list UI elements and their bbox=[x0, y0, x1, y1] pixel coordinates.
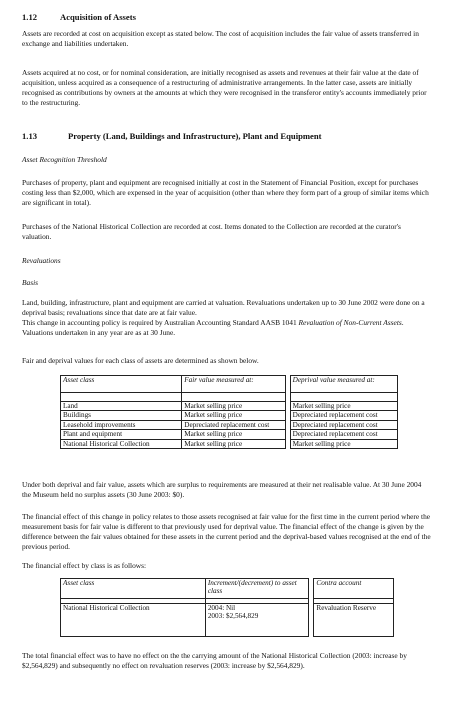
table-cell: Leasehold improvements bbox=[61, 420, 182, 429]
column-header: Increment/(decrement) to asset class bbox=[205, 579, 309, 599]
table-spacer-row bbox=[61, 393, 398, 402]
paragraph: Purchases of property, plant and equipment are recognised initially at cost in the Statement of Financial Position, except for purchases costing less than $2,000, which are expensed in the year of acquisition (other than where they form part of a group of similar items which are significant in total). bbox=[22, 178, 429, 207]
table-row bbox=[61, 439, 398, 448]
table-row bbox=[61, 411, 398, 420]
table-cell: National Historical Collection bbox=[61, 604, 206, 637]
table-cell: Depreciated replacement cost bbox=[182, 420, 285, 429]
section-title: Property (Land, Buildings and Infrastructure), Plant and Equipment bbox=[68, 131, 322, 141]
table-cell: Market selling price bbox=[290, 402, 397, 411]
table-cell: Market selling price bbox=[290, 439, 397, 448]
subheading: Basis bbox=[22, 278, 39, 287]
paragraph: Purchases of the National Historical Collection are recorded at cost. Items donated to the Collection are recorded at the curator's valuation. bbox=[22, 222, 401, 241]
section-number: 1.13 bbox=[22, 131, 38, 141]
table-cell: National Historical Collection bbox=[61, 439, 182, 448]
text-run: This change in accounting policy is required by Australian Accounting Standard AASB 1041 bbox=[22, 318, 299, 327]
section-title: Acquisition of Assets bbox=[60, 12, 136, 22]
table-cell: Depreciated replacement cost bbox=[290, 411, 397, 420]
table-cell: Buildings bbox=[61, 411, 182, 420]
table-row bbox=[61, 420, 398, 429]
paragraph: Land, building, infrastructure, plant and equipment are carried at valuation. Revaluations undertaken up to 30 June 2002 were done on a deprival basis; revaluations since that date are at fair value. bbox=[22, 298, 425, 317]
table-cell: Market selling price bbox=[182, 402, 285, 411]
table-row bbox=[61, 604, 394, 637]
cell-line: 2004: Nil bbox=[207, 604, 236, 612]
table-cell bbox=[205, 604, 309, 637]
column-header: Fair value measured at: bbox=[182, 376, 285, 393]
table-cell: Depreciated replacement cost bbox=[290, 420, 397, 429]
paragraph: Assets acquired at no cost, or for nominal consideration, are initially recognised as assets and revenues at their fair value at the date of acquisition, unless acquired as a consequence of a restructuring of administrative arrangements. In the latter case, assets are initially recognised as contributions by owners at the amounts at which they were recognised in the transferor entity's accounts immediately prior to the restructuring. bbox=[22, 68, 427, 107]
column-header: Asset class bbox=[61, 376, 182, 393]
column-header: Contra account bbox=[314, 579, 394, 599]
table-header-row bbox=[61, 376, 398, 393]
table-row bbox=[61, 402, 398, 411]
table-row bbox=[61, 430, 398, 439]
table-cell: Land bbox=[61, 402, 182, 411]
paragraph: Under both deprival and fair value, assets which are surplus to requirements are measured at their net realisable value. At 30 June 2004 the Museum held no surplus assets (30 June 2003: $0). bbox=[22, 480, 422, 499]
subheading: Revaluations bbox=[22, 256, 61, 265]
paragraph: Assets are recorded at cost on acquisition except as stated below. The cost of acquisition includes the fair value of assets transferred in exchange and liabilities undertaken. bbox=[22, 29, 419, 48]
table-cell: Revaluation Reserve bbox=[314, 604, 394, 637]
table-cell: Depreciated replacement cost bbox=[290, 430, 397, 439]
table-cell: Market selling price bbox=[182, 430, 285, 439]
table-cell: Market selling price bbox=[182, 439, 285, 448]
subheading: Asset Recognition Threshold bbox=[22, 155, 107, 164]
table-cell: Plant and equipment bbox=[61, 430, 182, 439]
standard-title: Revaluation of Non-Current Assets bbox=[298, 318, 402, 327]
paragraph: Fair and deprival values for each class of assets are determined as shown below. bbox=[22, 356, 259, 365]
column-header: Deprival value measured at: bbox=[290, 376, 397, 393]
paragraph bbox=[22, 318, 432, 338]
text-run: . Valuations undertaken in any year are as at 30 June. bbox=[22, 318, 404, 337]
paragraph: The financial effect by class is as follows: bbox=[22, 561, 147, 570]
paragraph: The total financial effect was to have no effect on the the carrying amount of the National Historical Collection (2003: increase by $2,564,829) and subsequently no effect on revaluation reserves (2003: increase by $2,564,829). bbox=[22, 651, 407, 670]
valuation-basis-table bbox=[60, 375, 398, 449]
section-number: 1.12 bbox=[22, 12, 38, 22]
financial-effect-table bbox=[60, 578, 394, 637]
paragraph: The financial effect of this change in policy relates to those assets recognised at fair value for the first time in the current period where the measurement basis for fair value is different to that previously used for deprival value. The financial effect of the change is given by the difference between the fair values obtained for these assets in the current period and the deprival-based values recognised at the end of the previous period. bbox=[22, 512, 431, 551]
table-cell: Market selling price bbox=[182, 411, 285, 420]
table-header-row bbox=[61, 579, 394, 599]
cell-line: 2003: $2,564,829 bbox=[207, 612, 259, 621]
column-header: Asset class bbox=[61, 579, 206, 599]
